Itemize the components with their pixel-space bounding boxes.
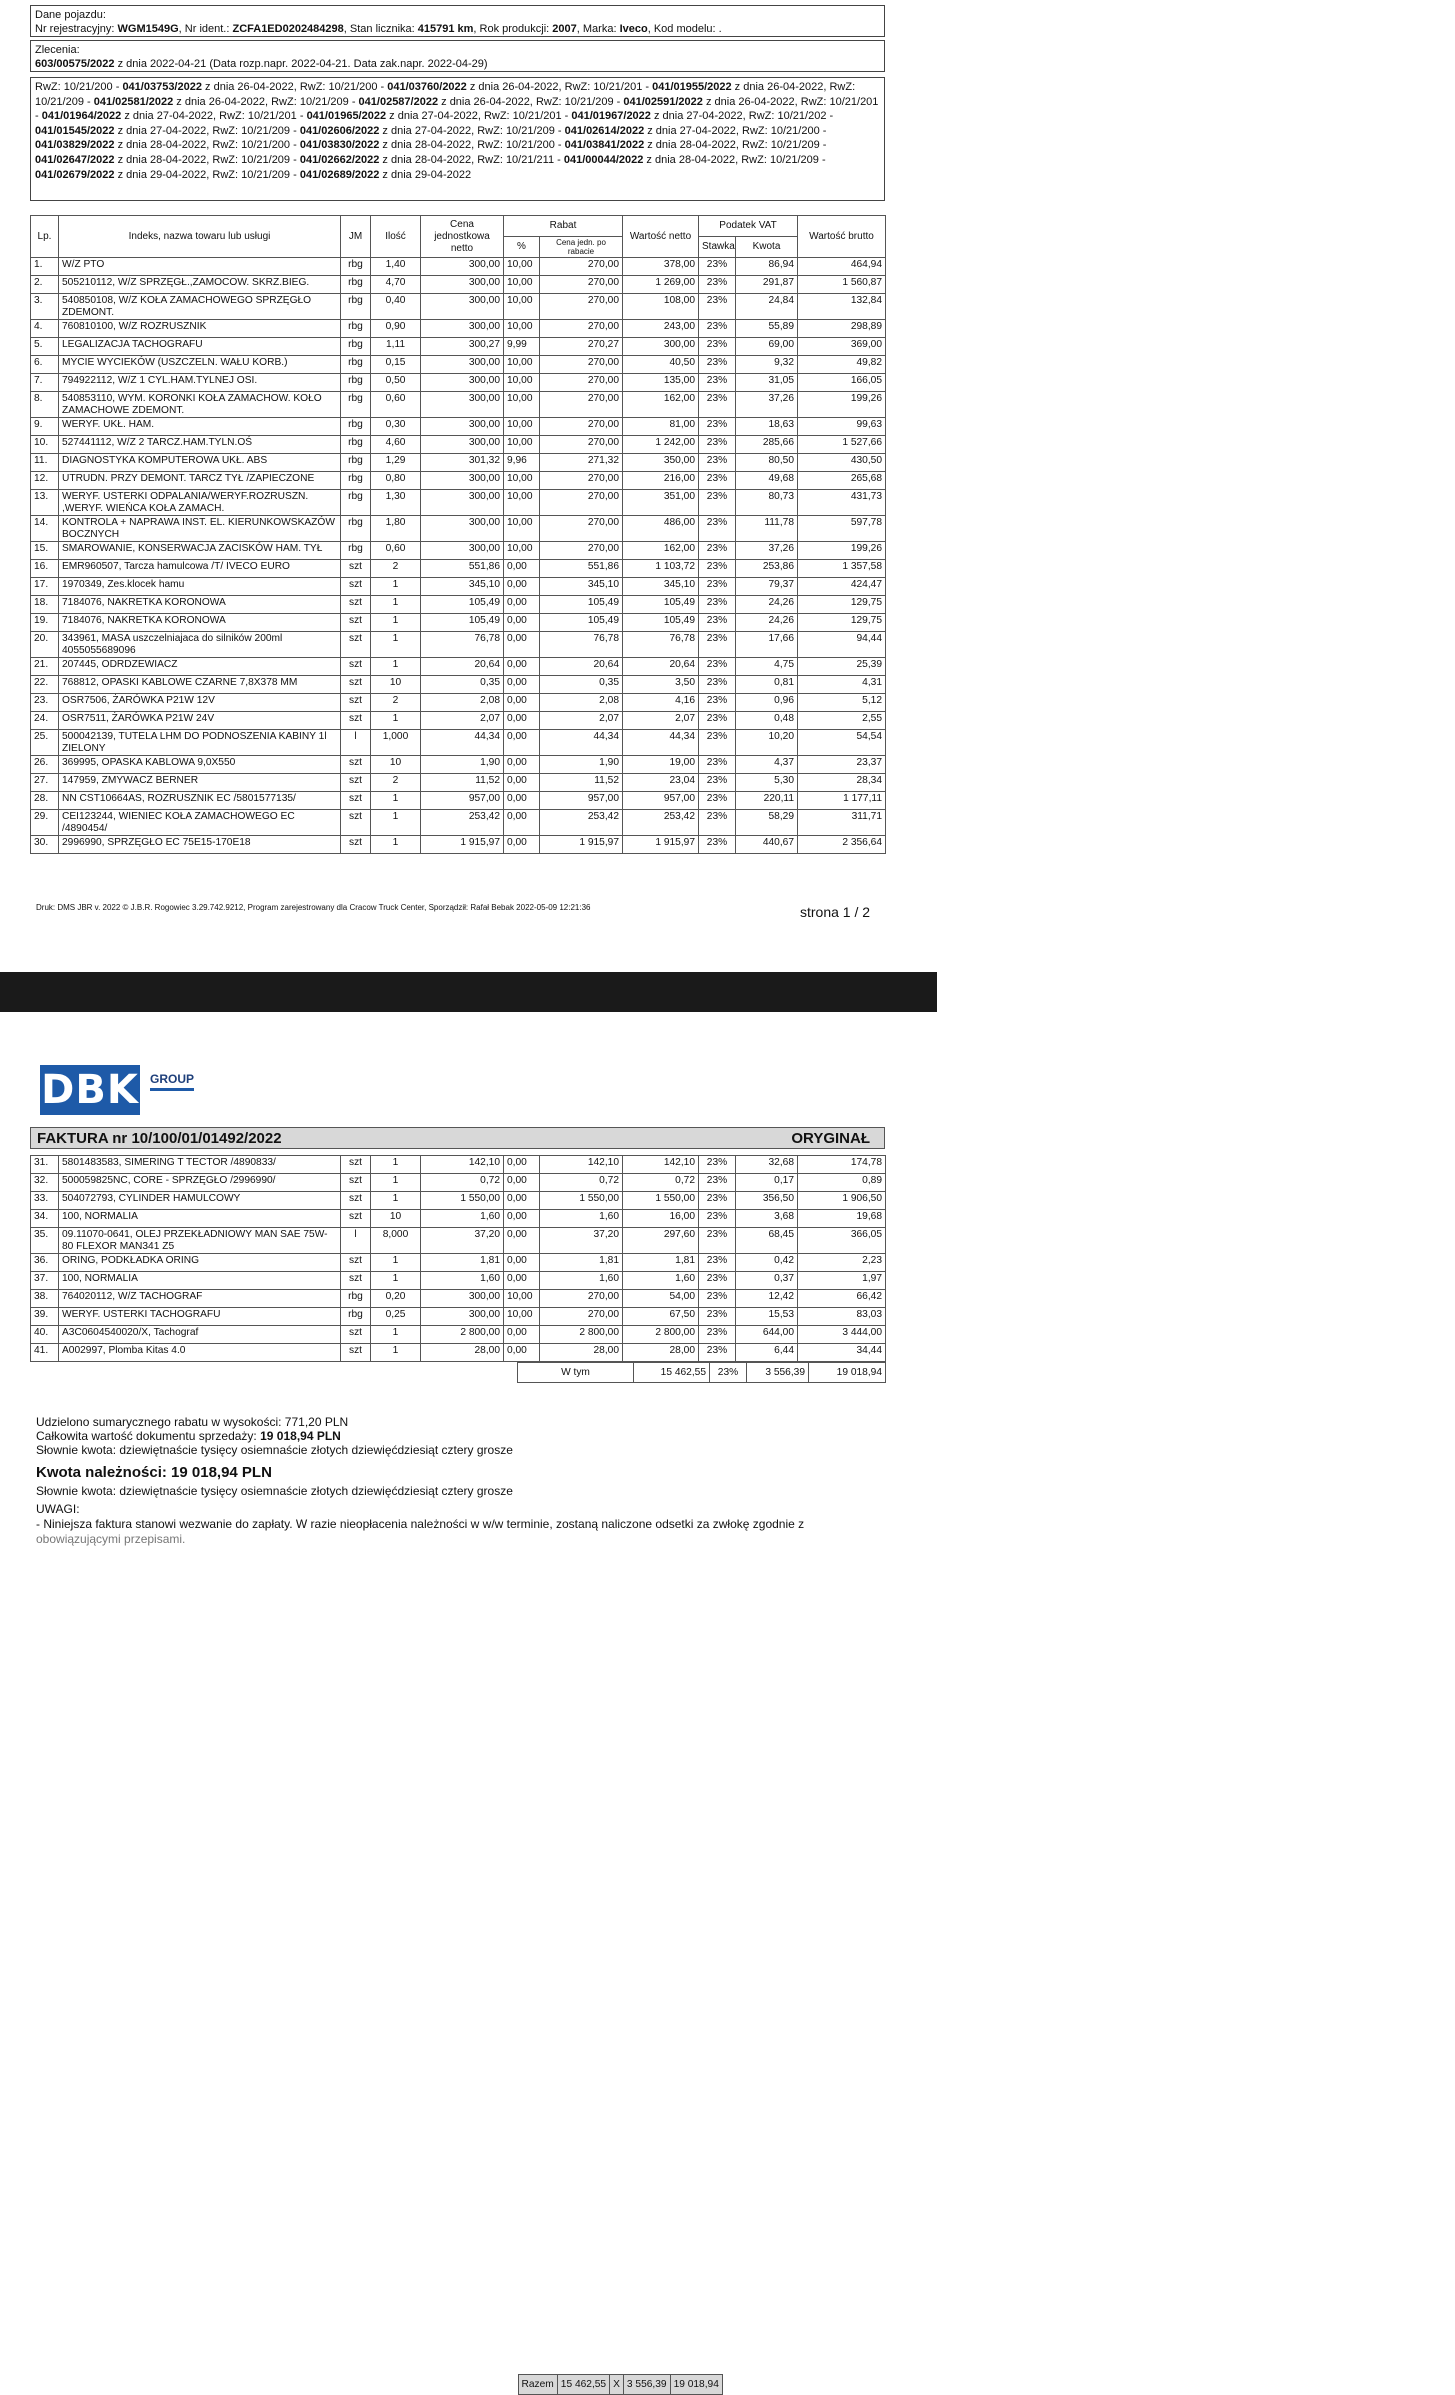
- page-separator: [0, 972, 937, 1012]
- rwz-entry: RwZ: 10/21/209 - 041/02614/2022 z dnia 27-04-2022,: [477, 124, 743, 137]
- col-pct: %: [504, 237, 540, 258]
- invoice-page-1: [0, 0, 937, 970]
- vehicle-data-box: [30, 5, 885, 37]
- table-row: 13. WERYF. USTERKI ODPALANIA/WERYF.ROZRUSZN. ,WERYF. WIEŃCA KOŁA ZAMACH. rbg 1,30 300,00 10,00 270,00 351,00 23% 80,73 431,73: [31, 490, 886, 516]
- table-row: 31. 5801483583, SIMERING T TECTOR /4890833/ szt 1 142,10 0,00 142,10 142,10 23% 32,68 174,78: [31, 1156, 886, 1174]
- table-row: 8. 540853110, WYM. KORONKI KOŁA ZAMACHOW. KOŁO ZAMACHOWE ZDEMONT. rbg 0,60 300,00 10,00 270,00 162,00 23% 37,26 199,26: [31, 392, 886, 418]
- table-row: 2. 505210112, W/Z SPRZĘGŁ.,ZAMOCOW. SKRZ.BIEG. rbg 4,70 300,00 10,00 270,00 1 269,00 23% 291,87 1 560,87: [31, 276, 886, 294]
- rwz-entry: RwZ: 10/21/201 - 041/01967/2022 z dnia 27-04-2022,: [483, 110, 749, 123]
- print-footer: Druk: DMS JBR v. 2022 © J.B.R. Rogowiec 3.29.742.9212, Program zarejestrowany dla Cracow Truck Center, Sporządził: Rafał Bebak 2022-05-09 12:21:36: [36, 903, 591, 912]
- table-row: 17. 1970349, Zes.klocek hamu szt 1 345,10 0,00 345,10 345,10 23% 79,37 424,47: [31, 578, 886, 596]
- note-line-2: obowiązującymi przepisami.: [36, 1532, 186, 1546]
- rwz-entry: RwZ: 10/21/200 - 041/03760/2022 z dnia 26-04-2022,: [299, 81, 565, 93]
- table-row: 25. 500042139, TUTELA LHM DO PODNOSZENIA KABINY 1l ZIELONY l 1,000 44,34 0,00 44,34 44,34 23% 10,20 54,54: [31, 730, 886, 756]
- rwz-entry: RwZ: 10/21/200 - 041/03841/2022 z dnia 28-04-2022,: [477, 139, 743, 152]
- col-net: Wartość netto: [623, 216, 699, 258]
- rwz-list: [30, 77, 885, 201]
- table-row: 23. OSR7506, ŻARÓWKA P21W 12V szt 2 2,08 0,00 2,08 4,16 23% 0,96 5,12: [31, 694, 886, 712]
- table-row: 20. 343961, MASA uszczelniajaca do silników 200ml 4055055689096 szt 1 76,78 0,00 76,78 76,78 23% 17,66 94,44: [31, 632, 886, 658]
- rwz-entry: RwZ: 10/21/201 - 041/01955/2022 z dnia 26-04-2022,: [564, 81, 830, 93]
- note-line-1: - Niniejsza faktura stanowi wezwanie do zapłaty. W razie nieopłacenia należności w w/w terminie, zostaną naliczone odsetki za zwłokę zgodnie z: [36, 1517, 805, 1531]
- table-row: 36. ORING, PODKŁADKA ORING szt 1 1,81 0,00 1,81 1,81 23% 0,42 2,23: [31, 1254, 886, 1272]
- rwz-entry: RwZ: 10/21/209 - 041/02587/2022 z dnia 26-04-2022,: [271, 95, 536, 108]
- total-line: Całkowita wartość dokumentu sprzedaży: 19 018,94 PLN: [36, 1429, 341, 1443]
- rwz-entry: RwZ: 10/21/200 - 041/03753/2022 z dnia 26-04-2022,: [35, 81, 300, 93]
- table-row: 24. OSR7511, ŻARÓWKA P21W 24V szt 1 2,07 0,00 2,07 2,07 23% 0,48 2,55: [31, 712, 886, 730]
- rwz-entry: RwZ: 10/21/209 - 041/02581/2022 z dnia 26-04-2022,: [35, 81, 856, 108]
- table-row: 33. 504072793, CYLINDER HAMULCOWY szt 1 1 550,00 0,00 1 550,00 1 550,00 23% 356,50 1 906,50: [31, 1192, 886, 1210]
- col-rate: Stawka: [699, 237, 736, 258]
- col-jm: JM: [341, 216, 371, 258]
- discount-line: Udzielono sumarycznego rabatu w wysokości: 771,20 PLN: [36, 1415, 349, 1429]
- notes-label: UWAGI:: [36, 1502, 80, 1516]
- table-row: 12. UTRUDN. PRZY DEMONT. TARCZ TYŁ /ZAPIECZONE rbg 0,80 300,00 10,00 270,00 216,00 23% 49,68 265,68: [31, 472, 886, 490]
- col-qty: Ilość: [371, 216, 421, 258]
- col-price-after: Cena jedn. po rabacie: [540, 237, 623, 258]
- orders-title: Zlecenia:: [35, 44, 80, 56]
- table-row: 30. 2996990, SPRZĘGŁO EC 75E15-170E18 szt 1 1 915,97 0,00 1 915,97 1 915,97 23% 440,67 2 356,64: [31, 836, 886, 854]
- table-row: 37. 100, NORMALIA szt 1 1,60 0,00 1,60 1,60 23% 0,37 1,97: [31, 1272, 886, 1290]
- invoice-title: FAKTURA nr 10/100/01/01492/2022: [37, 1130, 282, 1147]
- table-row: 14. KONTROLA + NAPRAWA INST. EL. KIERUNKOWSKAZÓW BOCZNYCH rbg 1,80 300,00 10,00 270,00 486,00 23% 111,78 597,78: [31, 516, 886, 542]
- page-number: strona 1 / 2: [800, 904, 871, 920]
- items-table-page-1: [30, 215, 886, 854]
- table-row: 38. 764020112, W/Z TACHOGRAF rbg 0,20 300,00 10,00 270,00 54,00 23% 12,42 66,42: [31, 1290, 886, 1308]
- table-row: 16. EMR960507, Tarcza hamulcowa /T/ IVECO EURO szt 2 551,86 0,00 551,86 1 103,72 23% 253,86 1 357,58: [31, 560, 886, 578]
- col-amount: Kwota: [736, 237, 798, 258]
- invoice-header: [30, 1127, 885, 1149]
- rwz-entry: RwZ: 10/21/209 - 041/02679/2022 z dnia 29-04-2022,: [35, 153, 826, 181]
- amount-due: Kwota należności: 19 018,94 PLN: [36, 1464, 272, 1481]
- table-row: 29. CEI123244, WIENIEC KOŁA ZAMACHOWEGO EC /4890454/ szt 1 253,42 0,00 253,42 253,42 23% 58,29 311,71: [31, 810, 886, 836]
- table-row: 9. WERYF. UKŁ. HAM. rbg 0,30 300,00 10,00 270,00 81,00 23% 18,63 99,63: [31, 418, 886, 436]
- orders-line: [35, 57, 880, 71]
- table-row: 11. DIAGNOSTYKA KOMPUTEROWA UKŁ. ABS rbg 1,29 301,32 9,96 271,32 350,00 23% 80,50 430,50: [31, 454, 886, 472]
- table-row: 4. 760810100, W/Z ROZRUSZNIK rbg 0,90 300,00 10,00 270,00 243,00 23% 55,89 298,89: [31, 320, 886, 338]
- rwz-entry: RwZ: 10/21/200 - 041/03829/2022 z dnia 28-04-2022,: [35, 124, 827, 152]
- totals-table: Razem 15 462,55 X 3 556,39 19 018,94 W tym 15 462,55 23% 3 556,39 19 018,94: [517, 1362, 886, 1383]
- rwz-entry: RwZ: 10/21/209 - 041/02689/2022 z dnia 29-04-2022: [212, 168, 472, 181]
- rwz-entry: RwZ: 10/21/200 - 041/03830/2022 z dnia 28-04-2022,: [212, 139, 478, 152]
- orders-box: [30, 40, 885, 72]
- rwz-entry: RwZ: 10/21/201 - 041/01964/2022 z dnia 27-04-2022,: [35, 95, 879, 123]
- vehicle-line: Nr rejestracyjny: WGM1549G, Nr ident.: ZCFA1ED0202484298, Stan licznika: 415791 km, Rok produkcji: 2007, Marka: Iveco, Kod modelu: .: [35, 23, 722, 35]
- table-row: 10. 527441112, W/Z 2 TARCZ.HAM.TYLN.OŚ rbg 4,60 300,00 10,00 270,00 1 242,00 23% 285,66 1 527,66: [31, 436, 886, 454]
- col-rabat: Rabat: [504, 216, 623, 237]
- rwz-entry: RwZ: 10/21/211 - 041/00044/2022 z dnia 28-04-2022,: [477, 153, 742, 166]
- table-row: 21. 207445, ODRDZEWIACZ szt 1 20,64 0,00 20,64 20,64 23% 4,75 25,39: [31, 658, 886, 676]
- table-row: 6. MYCIE WYCIEKÓW (USZCZELN. WAŁU KORB.) rbg 0,15 300,00 10,00 270,00 40,50 23% 9,32 49,82: [31, 356, 886, 374]
- invoice-copy-label: ORYGINAŁ: [791, 1130, 870, 1147]
- table-row: 39. WERYF. USTERKI TACHOGRAFU rbg 0,25 300,00 10,00 270,00 67,50 23% 15,53 83,03: [31, 1308, 886, 1326]
- table-row: 40. A3C0604540020/X, Tachograf szt 1 2 800,00 0,00 2 800,00 2 800,00 23% 644,00 3 444,00: [31, 1326, 886, 1344]
- table-row: 41. A002997, Plomba Kitas 4.0 szt 1 28,00 0,00 28,00 28,00 23% 6,44 34,44: [31, 1344, 886, 1362]
- rwz-entry: RwZ: 10/21/209 - 041/02591/2022 z dnia 26-04-2022,: [535, 95, 801, 108]
- rwz-entry: RwZ: 10/21/209 - 041/02647/2022 z dnia 28-04-2022,: [35, 139, 827, 166]
- rwz-entry: RwZ: 10/21/209 - 041/02606/2022 z dnia 27-04-2022,: [212, 124, 478, 137]
- amount-words-2: Słownie kwota: dziewiętnaście tysięcy osiemnaście złotych dziewięćdziesiąt cztery grosze: [36, 1484, 513, 1498]
- table-row: 1. W/Z PTO rbg 1,40 300,00 10,00 270,00 378,00 23% 86,94 464,94: [31, 258, 886, 276]
- table-row: 19. 7184076, NAKRETKA KORONOWA szt 1 105,49 0,00 105,49 105,49 23% 24,26 129,75: [31, 614, 886, 632]
- dbk-logo-group: GROUP: [150, 1072, 195, 1086]
- table-row: 32. 500059825NC, CORE - SPRZĘGŁO /2996990/ szt 1 0,72 0,00 0,72 0,72 23% 0,17 0,89: [31, 1174, 886, 1192]
- table-row: 22. 768812, OPASKI KABLOWE CZARNE 7,8X378 MM szt 10 0,35 0,00 0,35 3,50 23% 0,81 4,31: [31, 676, 886, 694]
- table-row: 15. SMAROWANIE, KONSERWACJA ZACISKÓW HAM. TYŁ rbg 0,60 300,00 10,00 270,00 162,00 23% 37,26 199,26: [31, 542, 886, 560]
- order-number: 603/00575/2022: [35, 58, 115, 70]
- vehicle-title: Dane pojazdu:: [35, 9, 106, 21]
- col-gross: Wartość brutto: [798, 216, 886, 258]
- items-table-page-2: [30, 1155, 886, 1362]
- table-row: 28. NN CST10664AS, ROZRUSZNIK EC /5801577135/ szt 1 957,00 0,00 957,00 957,00 23% 220,11 1 177,11: [31, 792, 886, 810]
- col-vat: Podatek VAT: [699, 216, 798, 237]
- col-lp: Lp.: [31, 216, 59, 258]
- table-row: 35. 09.11070-0641, OLEJ PRZEKŁADNIOWY MAN SAE 75W-80 FLEXOR MAN341 Z5 l 8,000 37,20 0,00 37,20 297,60 23% 68,45 366,05: [31, 1228, 886, 1254]
- table-row: 5. LEGALIZACJA TACHOGRAFU rbg 1,11 300,27 9,99 270,27 300,00 23% 69,00 369,00: [31, 338, 886, 356]
- table-row: 7. 794922112, W/Z 1 CYL.HAM.TYLNEJ OSI. rbg 0,50 300,00 10,00 270,00 135,00 23% 31,05 166,05: [31, 374, 886, 392]
- rwz-entry: RwZ: 10/21/201 - 041/01965/2022 z dnia 27-04-2022,: [219, 110, 484, 123]
- logo-underline: [150, 1088, 194, 1091]
- table-row: 27. 147959, ZMYWACZ BERNER szt 2 11,52 0,00 11,52 23,04 23% 5,30 28,34: [31, 774, 886, 792]
- col-name: Indeks, nazwa towaru lub usługi: [59, 216, 341, 258]
- col-unit-price: Cena jednostkowa netto: [421, 216, 504, 258]
- dbk-logo: DBK: [41, 1067, 139, 1113]
- table-row: 34. 100, NORMALIA szt 10 1,60 0,00 1,60 16,00 23% 3,68 19,68: [31, 1210, 886, 1228]
- totals-row: W tym 15 462,55 23% 3 556,39 19 018,94: [518, 1363, 886, 1383]
- amount-words-1: Słownie kwota: dziewiętnaście tysięcy osiemnaście złotych dziewięćdziesiąt cztery grosze: [36, 1443, 513, 1457]
- rwz-entry: RwZ: 10/21/202 - 041/01545/2022 z dnia 27-04-2022,: [35, 110, 834, 137]
- rwz-entry: RwZ: 10/21/209 - 041/02662/2022 z dnia 28-04-2022,: [212, 153, 478, 166]
- table-row: 18. 7184076, NAKRETKA KORONOWA szt 1 105,49 0,00 105,49 105,49 23% 24,26 129,75: [31, 596, 886, 614]
- table-row: 26. 369995, OPASKA KABLOWA 9,0X550 szt 10 1,90 0,00 1,90 19,00 23% 4,37 23,37: [31, 756, 886, 774]
- order-dates: z dnia 2022-04-21 (Data rozp.napr. 2022-04-21. Data zak.napr. 2022-04-29): [114, 58, 488, 70]
- table-row: 3. 540850108, W/Z KOŁA ZAMACHOWEGO SPRZĘGŁO ZDEMONT. rbg 0,40 300,00 10,00 270,00 108,00 23% 24,84 132,84: [31, 294, 886, 320]
